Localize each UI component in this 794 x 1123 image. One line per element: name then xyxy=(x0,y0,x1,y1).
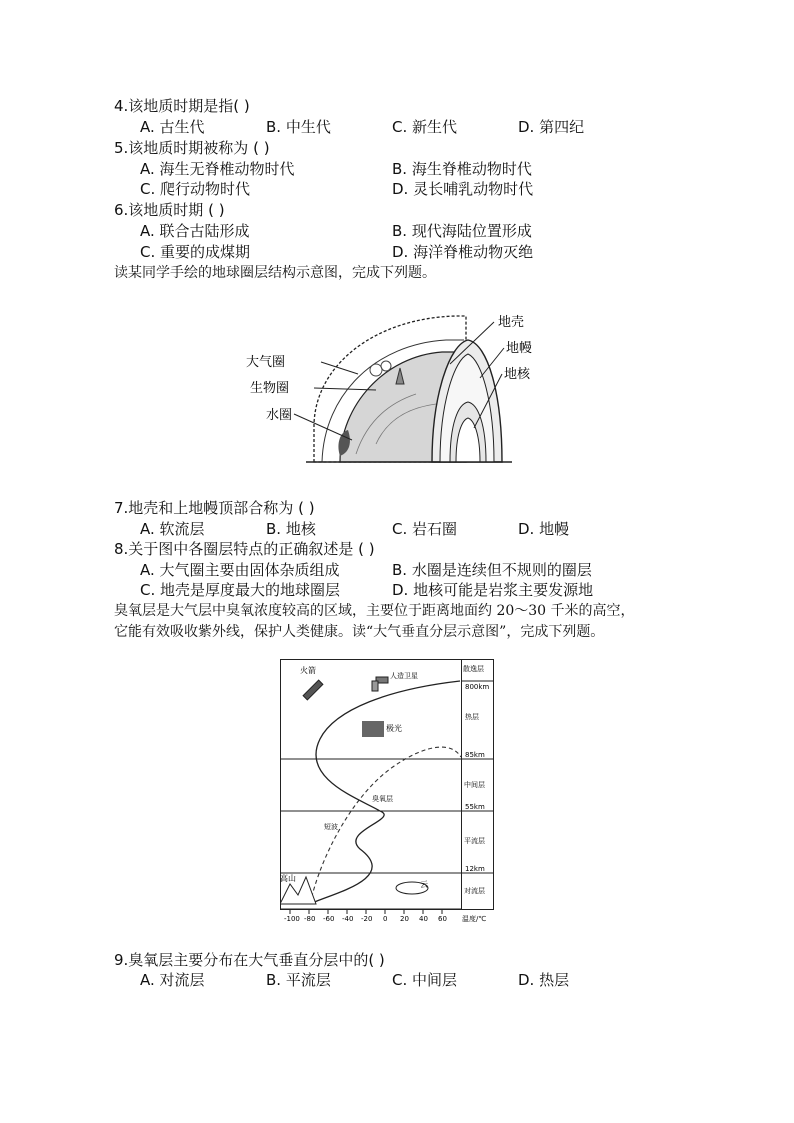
q7-option-a[interactable]: A. 软流层 xyxy=(140,520,205,538)
x-tick-40: 40 xyxy=(419,915,428,923)
aurora-icon xyxy=(362,721,384,737)
intro-ozone-line2: 它能有效吸收紫外线，保护人类健康。读“大气垂直分层示意图”，完成下列题。 xyxy=(114,624,605,640)
height-55km: 55km xyxy=(465,803,485,811)
earth-layers-figure xyxy=(236,304,560,470)
x-tick-minus20: -20 xyxy=(361,915,373,923)
label-rocket: 火箭 xyxy=(300,666,316,675)
q8-option-c[interactable]: C. 地壳是厚度最大的地球圈层 xyxy=(140,581,341,599)
x-tick-0: 0 xyxy=(383,915,388,923)
x-axis-label: 温度/℃ xyxy=(462,915,487,923)
label-aurora: 极光 xyxy=(386,724,402,733)
label-hydrosphere: 水圈 xyxy=(266,408,293,423)
q5-option-a[interactable]: A. 海生无脊椎动物时代 xyxy=(140,160,295,178)
label-atmosphere: 大气圈 xyxy=(246,355,286,370)
q4-option-c[interactable]: C. 新生代 xyxy=(392,118,458,136)
label-mesosphere: 中间层 xyxy=(464,781,485,789)
q8-option-b[interactable]: B. 水圈是连续但不规则的圈层 xyxy=(392,561,592,579)
label-mountain: 高山 xyxy=(280,874,296,883)
x-tick-minus40: -40 xyxy=(342,915,354,923)
q9-option-b[interactable]: B. 平流层 xyxy=(266,971,331,989)
question-5-stem: 5.该地质时期被称为 ( ) xyxy=(114,139,270,157)
height-800km: 800km xyxy=(465,683,490,691)
q5-option-b[interactable]: B. 海生脊椎动物时代 xyxy=(392,160,532,178)
x-tick-minus60: -60 xyxy=(323,915,335,923)
q6-option-a[interactable]: A. 联合古陆形成 xyxy=(140,222,250,240)
label-stratosphere: 平流层 xyxy=(464,837,485,845)
intro-earth-layers: 读某同学手绘的地球圈层结构示意图，完成下列题。 xyxy=(114,265,436,281)
q7-option-c[interactable]: C. 岩石圈 xyxy=(392,520,458,538)
q6-option-c[interactable]: C. 重要的成煤期 xyxy=(140,243,251,261)
question-6-stem: 6.该地质时期 ( ) xyxy=(114,201,225,219)
label-cloud: 云 xyxy=(420,880,428,889)
q4-option-d[interactable]: D. 第四纪 xyxy=(518,118,585,136)
label-shortwave: 短波 xyxy=(324,823,338,831)
label-thermosphere: 热层 xyxy=(465,713,479,721)
label-biosphere: 生物圈 xyxy=(250,381,290,396)
q5-option-d[interactable]: D. 灵长哺乳动物时代 xyxy=(392,180,534,198)
q4-option-b[interactable]: B. 中生代 xyxy=(266,118,331,136)
q9-option-d[interactable]: D. 热层 xyxy=(518,971,570,989)
label-crust: 地壳 xyxy=(498,315,525,330)
x-tick-minus80: -80 xyxy=(304,915,316,923)
q4-option-a[interactable]: A. 古生代 xyxy=(140,118,205,136)
q6-option-d[interactable]: D. 海洋脊椎动物灭绝 xyxy=(392,243,534,261)
height-85km: 85km xyxy=(465,751,485,759)
q6-option-b[interactable]: B. 现代海陆位置形成 xyxy=(392,222,532,240)
x-tick-minus100: -100 xyxy=(284,915,300,923)
q9-option-c[interactable]: C. 中间层 xyxy=(392,971,458,989)
q7-option-d[interactable]: D. 地幔 xyxy=(518,520,570,538)
label-core: 地核 xyxy=(504,367,531,382)
x-tick-20: 20 xyxy=(400,915,409,923)
q9-option-a[interactable]: A. 对流层 xyxy=(140,971,205,989)
label-exosphere: 散逸层 xyxy=(463,665,484,673)
label-ozone: 臭氧层 xyxy=(372,795,393,803)
q5-option-c[interactable]: C. 爬行动物时代 xyxy=(140,180,251,198)
q8-option-a[interactable]: A. 大气圈主要由固体杂质组成 xyxy=(140,561,340,579)
label-troposphere: 对流层 xyxy=(464,887,485,895)
label-mantle: 地幔 xyxy=(506,341,533,356)
question-8-stem: 8.关于图中各圈层特点的正确叙述是 ( ) xyxy=(114,540,375,558)
label-satellite: 人造卫星 xyxy=(390,672,418,680)
question-4-stem: 4.该地质时期是指( ) xyxy=(114,97,250,115)
question-7-stem: 7.地壳和上地幔顶部合称为 ( ) xyxy=(114,499,315,517)
x-tick-60: 60 xyxy=(438,915,447,923)
q8-option-d[interactable]: D. 地核可能是岩浆主要发源地 xyxy=(392,581,594,599)
atmosphere-layers-figure xyxy=(280,659,498,925)
q7-option-b[interactable]: B. 地核 xyxy=(266,520,316,538)
question-9-stem: 9.臭氧层主要分布在大气垂直分层中的( ) xyxy=(114,951,385,969)
intro-ozone-line1: 臭氧层是大气层中臭氧浓度较高的区域，主要位于距离地面约 20～30 千米的高空， xyxy=(114,603,635,619)
height-12km: 12km xyxy=(465,865,485,873)
